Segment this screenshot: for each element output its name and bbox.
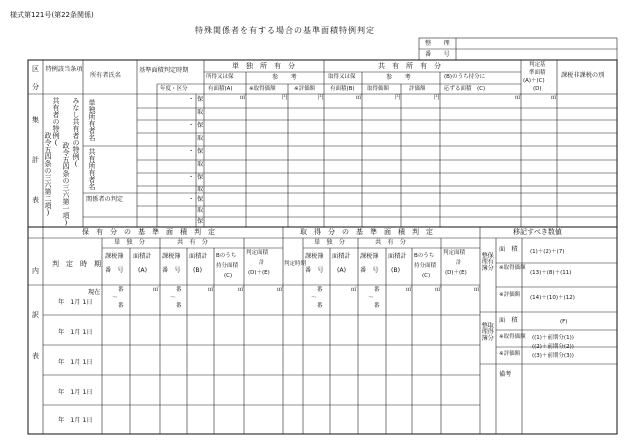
header-kyoyu: 共 有 所 有 分 bbox=[378, 62, 441, 70]
shutoku-bango-2: 番 号 bbox=[360, 267, 379, 274]
kyoyu-sanko: 参 考 bbox=[386, 74, 411, 81]
kijun-d: (D) bbox=[533, 86, 542, 92]
hoyu-kazei-1: 課税簿 bbox=[105, 253, 124, 260]
ban-1a: 番 bbox=[118, 287, 124, 293]
row-shutoku-3: 取 bbox=[197, 161, 204, 168]
header-bun: 分 bbox=[32, 83, 39, 91]
hoyu-bango-2: 番 号 bbox=[162, 267, 181, 274]
unit-yen-a: 円 bbox=[282, 95, 288, 101]
tokurei-text-3: 共有者の特例( bbox=[52, 97, 60, 147]
row-shutoku-5: 取 bbox=[197, 207, 204, 214]
row-hoyu-6: 保 bbox=[197, 218, 204, 225]
tokurei-text-2: 政令五四条の三六第一項) bbox=[62, 142, 70, 227]
panel-menseki-2: 面 積 bbox=[499, 317, 518, 324]
side-kei: 計 bbox=[32, 156, 39, 164]
formula-1: (1)＋(2)＋(7) bbox=[530, 249, 565, 255]
form-title: 特殊関係者を有する場合の基準面積特例判定 bbox=[195, 26, 375, 35]
panel-menseki-1: 面 積 bbox=[499, 246, 518, 253]
formula-4: (F) bbox=[560, 319, 568, 325]
row-hoyu-5: 保 bbox=[197, 196, 204, 203]
shutoku-hantei-1: 判定面積 bbox=[443, 250, 466, 256]
tandoku-col1a: 所得又は保 bbox=[206, 74, 234, 80]
hoyu-hantei-1: 判定面積 bbox=[246, 250, 269, 256]
row-hoyu-3: 保 bbox=[197, 148, 204, 155]
hoyu-mochibun-2: 持分面積 bbox=[216, 263, 239, 269]
shutoku-b: (B) bbox=[391, 267, 401, 274]
hoyu-hantei-3: (D)＋(E) bbox=[248, 270, 270, 276]
hoyu-b: (B) bbox=[193, 267, 203, 274]
date-row-3: 年 1月 1日 bbox=[58, 359, 93, 366]
formula-2: (13)＋(8)＋(11) bbox=[530, 270, 572, 276]
date-row-1: 年 1月 1日 bbox=[58, 299, 93, 306]
row-dot-1: ・ bbox=[188, 96, 195, 103]
panel-biko: 備考 bbox=[499, 371, 512, 378]
shutoku-bango-1: 番 号 bbox=[305, 267, 324, 274]
hoyu-menseki-2: 面積計 bbox=[189, 253, 208, 260]
lower-m2-4: ㎡ bbox=[277, 287, 283, 293]
lower-m2-8: ㎡ bbox=[474, 287, 480, 293]
ref-label-1: 整 理 bbox=[425, 40, 450, 47]
side-wake: 訳 bbox=[32, 311, 39, 319]
hoyu-hantei-2: 計 bbox=[259, 260, 265, 266]
shutoku-kyoyu: 共 有 分 bbox=[375, 239, 406, 246]
ban-2b: 番 bbox=[176, 303, 182, 309]
header-ikko: 移記すべき数値 bbox=[513, 228, 562, 236]
row-hoyu-4: 保 bbox=[197, 174, 204, 181]
row-hoyu-2: 保 bbox=[197, 122, 204, 129]
side-uchi: 内 bbox=[32, 267, 39, 275]
panel-shutoku-kakaku-2: ※取得価額 bbox=[499, 334, 526, 340]
owner-kankei: 関係者の判定 bbox=[86, 196, 124, 203]
kijun-b: 準面積 bbox=[529, 70, 546, 76]
side-hyo2: 表 bbox=[32, 352, 39, 360]
panel-hyoka-2: ※評価額 bbox=[499, 351, 521, 357]
lower-m2-3: ㎡ bbox=[238, 287, 244, 293]
ban-3b: 番 bbox=[317, 303, 323, 309]
kara-2: 〜 bbox=[170, 295, 176, 301]
lower-m2-6: ㎡ bbox=[406, 287, 412, 293]
row-shutoku-4: 取 bbox=[197, 186, 204, 193]
hoyu-bango-1: 番 号 bbox=[105, 267, 124, 274]
shutoku-mochibun-3: (C) bbox=[422, 273, 431, 279]
hoyu-kazei-2: 課税簿 bbox=[162, 253, 181, 260]
side-hyo: 表 bbox=[32, 196, 39, 204]
hoyu-mochibun-1: Bのうち bbox=[216, 253, 237, 259]
formula-3: (14)＋(10)＋(12) bbox=[530, 295, 575, 301]
panel-shutoku-kakaku-1: ※取得価額 bbox=[499, 265, 526, 271]
shutoku-kazei-2: 課税簿 bbox=[360, 253, 379, 260]
unit-yen-d: 円 bbox=[434, 95, 440, 101]
header-ku: 区 bbox=[32, 65, 39, 73]
unit-m2-a: ㎡ bbox=[240, 95, 246, 101]
panel-hoyu-label2: 整理簿 bbox=[480, 252, 488, 271]
row-dot-5: ・ bbox=[188, 196, 195, 203]
genzai: 現在 bbox=[88, 289, 101, 296]
shutoku-mochibun-2: 持分面積 bbox=[414, 263, 437, 269]
ban-3a: 番 bbox=[317, 287, 323, 293]
lower-m2-7: ㎡ bbox=[435, 287, 441, 293]
shutoku-hantei-3: (D)＋(E) bbox=[445, 270, 467, 276]
hoyu-menseki-1: 面積計 bbox=[133, 253, 152, 260]
ban-4a: 番 bbox=[374, 287, 380, 293]
row-shutoku-2: 取 bbox=[197, 135, 204, 142]
row-dot-4: ・ bbox=[188, 174, 195, 181]
hoyu-mochibun-3: (C) bbox=[224, 273, 233, 279]
formula-7: ((3)＋前期分(3)) bbox=[532, 353, 574, 359]
header-owner: 所有者氏名 bbox=[90, 72, 121, 79]
kyoyu-col1b: 有面積(B) bbox=[330, 86, 355, 92]
tokurei-text-4: 政令五四条の三六第二項) bbox=[44, 132, 52, 217]
kyoyu-col3: 評価額 bbox=[409, 86, 426, 92]
hoyu-kyoyu: 共 有 分 bbox=[177, 239, 208, 246]
hantei-jiki-2: 判定時期 bbox=[284, 261, 307, 267]
hantei-jiki: 判 定 時 期 bbox=[52, 260, 101, 268]
ban-4b: 番 bbox=[374, 303, 380, 309]
side-shu: 集 bbox=[32, 116, 39, 124]
kyoyu-col4a: (B)のうち持分に bbox=[444, 74, 486, 80]
date-row-5: 年 1月 1日 bbox=[58, 417, 93, 424]
kijun-c: (A)＋(C) bbox=[523, 78, 545, 84]
shutoku-kazei-1: 課税簿 bbox=[305, 253, 324, 260]
header-hoyu-bun: 保 有 分 の 基 準 面 積 判 定 bbox=[82, 228, 215, 236]
row-dot-2: ・ bbox=[188, 122, 195, 129]
lower-m2-2: ㎡ bbox=[208, 287, 214, 293]
shutoku-tandoku: 単 独 分 bbox=[314, 239, 345, 246]
panel-hoyu-label: 保有分 bbox=[486, 252, 494, 271]
panel-shutoku-label2: 整理簿 bbox=[480, 322, 488, 341]
kyoyu-col4b: 応ずる面積 (C) bbox=[444, 86, 486, 92]
date-row-4: 年 1月 1日 bbox=[58, 389, 93, 396]
unit-m2-d: ㎡ bbox=[551, 95, 557, 101]
tandoku-col2: ※取得価額 bbox=[249, 86, 276, 92]
shutoku-a: (A) bbox=[337, 267, 347, 274]
kyoyu-col2: 取得価額 bbox=[367, 86, 390, 92]
kara-3: 〜 bbox=[311, 295, 317, 301]
shutoku-menseki-1: 面積計 bbox=[332, 253, 351, 260]
lower-m2-5: ㎡ bbox=[351, 287, 357, 293]
formula-5: ((1)＋前期分(1)) bbox=[532, 335, 574, 341]
kara-4: 〜 bbox=[368, 295, 374, 301]
shutoku-mochibun-1: Bのうち bbox=[414, 253, 435, 259]
row-shutoku-1: 取 bbox=[197, 109, 204, 116]
formula-6: ((2)＋前期分(2)) bbox=[532, 344, 574, 350]
row-dot-3: ・ bbox=[188, 148, 195, 155]
unit-m2-b: ㎡ bbox=[356, 95, 362, 101]
ref-number-field[interactable] bbox=[457, 39, 616, 59]
hoyu-a: (A) bbox=[138, 267, 148, 274]
lower-m2-1: ㎡ bbox=[153, 287, 159, 293]
kara-1: 〜 bbox=[112, 295, 118, 301]
unit-m2-c: ㎡ bbox=[515, 95, 521, 101]
ban-1b: 番 bbox=[118, 303, 124, 309]
tokurei-text-1: みなし共有者の特例( bbox=[72, 97, 80, 168]
ban-2a: 番 bbox=[176, 287, 182, 293]
shutoku-hantei-2: 計 bbox=[456, 260, 462, 266]
panel-hyoka-1: ※評価額 bbox=[499, 292, 521, 298]
header-tandoku: 単 独 所 有 分 bbox=[232, 62, 295, 70]
hoyu-tandoku: 単 独 分 bbox=[114, 239, 145, 246]
unit-yen-b: 円 bbox=[318, 95, 324, 101]
panel-shutoku-label: 取得分 bbox=[486, 322, 494, 341]
kijun-a: 判定基 bbox=[529, 62, 546, 68]
tandoku-col1b: 有面積(A) bbox=[208, 86, 233, 92]
tandoku-col3: ※評価額 bbox=[294, 86, 316, 92]
row-hoyu-1: 保 bbox=[197, 96, 204, 103]
kyoyu-col1a: 取得又は保 bbox=[328, 74, 356, 80]
ref-label-2: 番 号 bbox=[425, 51, 450, 58]
owner-kyoyu: 共有所有者名 bbox=[88, 148, 96, 190]
header-nendo-kubun: 年度・区分 bbox=[160, 86, 188, 92]
header-kazei: 課税非課税の別 bbox=[561, 72, 605, 79]
shutoku-menseki-2: 面積計 bbox=[388, 253, 407, 260]
header-tokurei: 特例該当条項 bbox=[45, 66, 83, 73]
unit-yen-c: 円 bbox=[395, 95, 401, 101]
tandoku-sanko: 参 考 bbox=[272, 74, 297, 81]
date-row-2: 年 1月 1日 bbox=[58, 329, 93, 336]
header-kijun-jiki: 基準面積判定時期 bbox=[139, 67, 189, 74]
header-shutoku-bun: 取 得 分 の 基 準 面 積 判 定 bbox=[300, 228, 433, 236]
owner-tandoku: 単独所有者名 bbox=[88, 99, 96, 141]
form-number: 様式第121号(第22条関係) bbox=[10, 11, 94, 19]
